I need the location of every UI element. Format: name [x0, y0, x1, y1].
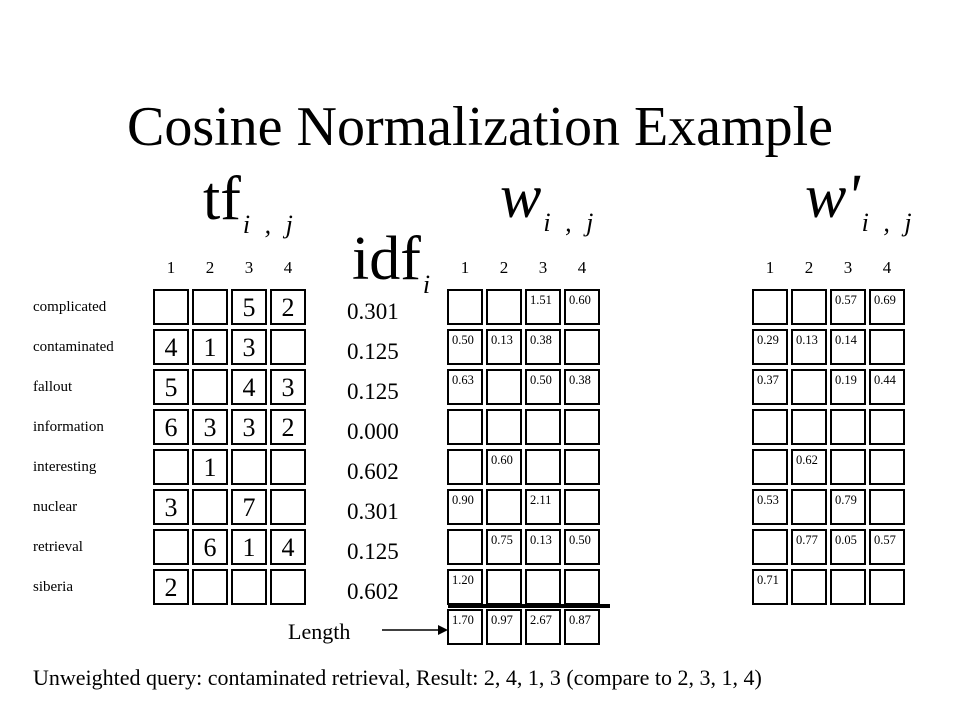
w-cell — [525, 449, 561, 485]
w-norm-cell — [830, 569, 866, 605]
length-cell: 0.87 — [564, 609, 600, 645]
tf-cell — [153, 529, 189, 565]
tf-cell — [192, 289, 228, 325]
tf-cell — [192, 489, 228, 525]
w-cell: 0.50 — [447, 329, 483, 365]
w-norm-cell — [752, 529, 788, 565]
w-cell: 2.11 — [525, 489, 561, 525]
w-col-number: 1 — [460, 258, 470, 277]
w-cell: 0.38 — [525, 329, 561, 365]
w-cell: 0.75 — [486, 529, 522, 565]
w-norm-cell: 0.79 — [830, 489, 866, 525]
w-cell — [447, 289, 483, 325]
w-norm-cell — [752, 449, 788, 485]
footer-note: Unweighted query: contaminated retrieval, Result: 2, 4, 1, 3 (compare to 2, 3, 1, 4) — [33, 665, 762, 690]
term-label: siberia — [33, 579, 73, 595]
w-cell: 0.50 — [564, 529, 600, 565]
tf-cell: 1 — [192, 329, 228, 365]
length-label: Length — [288, 619, 351, 644]
w-norm-cell: 0.53 — [752, 489, 788, 525]
w-cell — [564, 569, 600, 605]
tf-cell — [231, 569, 267, 605]
w-cell — [564, 329, 600, 365]
term-label: interesting — [33, 459, 97, 475]
w-norm-cell: 0.57 — [830, 289, 866, 325]
tf-cell — [270, 449, 306, 485]
w-norm-cell — [791, 289, 827, 325]
term-label: information — [33, 419, 104, 435]
tf-cell — [231, 449, 267, 485]
tf-cell — [153, 289, 189, 325]
tf-cell: 7 — [231, 489, 267, 525]
wnorm-col-number: 3 — [843, 258, 853, 277]
wnorm-col-number: 2 — [804, 258, 814, 277]
idf-value: 0.000 — [347, 419, 399, 444]
term-label: nuclear — [33, 499, 78, 515]
term-label: retrieval — [33, 539, 83, 555]
tf-cell — [270, 569, 306, 605]
term-label: complicated — [33, 299, 107, 315]
w-norm-cell: 0.29 — [752, 329, 788, 365]
w-cell — [447, 529, 483, 565]
term-label: contaminated — [33, 339, 114, 355]
w-cell: 1.51 — [525, 289, 561, 325]
tf-cell: 2 — [270, 289, 306, 325]
tf-cell: 5 — [153, 369, 189, 405]
w-cell — [486, 489, 522, 525]
w-norm-cell — [869, 449, 905, 485]
length-cell: 1.70 — [447, 609, 483, 645]
slide-title: Cosine Normalization Example — [126, 96, 834, 158]
wnorm-col-number: 1 — [765, 258, 775, 277]
w-norm-cell: 0.19 — [830, 369, 866, 405]
w-cell: 0.13 — [525, 529, 561, 565]
idf-symbol: idf$_i$ — [352, 225, 435, 299]
tf-cell: 3 — [192, 409, 228, 445]
idf-value: 0.125 — [347, 379, 399, 404]
w-norm-cell — [752, 409, 788, 445]
w-norm-cell — [791, 489, 827, 525]
tf-col-number: 4 — [283, 258, 293, 277]
idf-value: 0.301 — [347, 299, 399, 324]
tf-cell: 6 — [192, 529, 228, 565]
idf-value: 0.301 — [347, 499, 399, 524]
w-norm-cell: 0.62 — [791, 449, 827, 485]
tf-cell: 3 — [231, 409, 267, 445]
w-cell — [564, 409, 600, 445]
w-norm-cell — [869, 489, 905, 525]
tf-cell: 6 — [153, 409, 189, 445]
tf-cell: 4 — [270, 529, 306, 565]
w-cell: 0.90 — [447, 489, 483, 525]
length-arrow-icon — [382, 620, 448, 640]
w-cell — [525, 409, 561, 445]
w-cell — [564, 489, 600, 525]
w-norm-cell: 0.57 — [869, 529, 905, 565]
idf-value: 0.602 — [347, 579, 399, 604]
w-norm-cell — [869, 409, 905, 445]
w-cell — [447, 449, 483, 485]
w-cell — [486, 369, 522, 405]
w-norm-cell: 0.13 — [791, 329, 827, 365]
w-cell: 0.13 — [486, 329, 522, 365]
w-cell: 0.38 — [564, 369, 600, 405]
w-cell: 0.60 — [486, 449, 522, 485]
w-col-number: 4 — [577, 258, 587, 277]
tf-cell: 4 — [231, 369, 267, 405]
tf-cell: 3 — [153, 489, 189, 525]
tf-cell: 5 — [231, 289, 267, 325]
w-norm-cell — [791, 369, 827, 405]
tf-col-number: 2 — [205, 258, 215, 277]
w-norm-cell: 0.71 — [752, 569, 788, 605]
tf-cell — [153, 449, 189, 485]
w-cell — [486, 289, 522, 325]
idf-value: 0.125 — [347, 539, 399, 564]
w-norm-cell: 0.77 — [791, 529, 827, 565]
w-norm-cell — [869, 329, 905, 365]
w-cell — [447, 409, 483, 445]
w-norm-cell: 0.37 — [752, 369, 788, 405]
w-prime-symbol: $w'_{i , j}$ — [805, 163, 916, 237]
w-cell — [486, 569, 522, 605]
tf-col-number: 3 — [244, 258, 254, 277]
w-cell: 0.50 — [525, 369, 561, 405]
w-cell: 1.20 — [447, 569, 483, 605]
w-cell — [486, 409, 522, 445]
tf-symbol: $tf_{i , j}$ — [203, 165, 297, 239]
w-norm-cell — [752, 289, 788, 325]
tf-cell — [192, 369, 228, 405]
tf-cell: 4 — [153, 329, 189, 365]
length-cell: 0.97 — [486, 609, 522, 645]
w-norm-cell — [791, 569, 827, 605]
wnorm-col-number: 4 — [882, 258, 892, 277]
w-symbol: $w_{i , j}$ — [500, 163, 598, 237]
tf-cell — [270, 489, 306, 525]
tf-cell: 2 — [153, 569, 189, 605]
w-norm-cell — [830, 449, 866, 485]
w-col-number: 2 — [499, 258, 509, 277]
tf-cell: 3 — [270, 369, 306, 405]
tf-cell: 2 — [270, 409, 306, 445]
idf-value: 0.602 — [347, 459, 399, 484]
w-norm-cell — [830, 409, 866, 445]
w-norm-cell: 0.14 — [830, 329, 866, 365]
length-cell: 2.67 — [525, 609, 561, 645]
w-cell: 0.60 — [564, 289, 600, 325]
tf-cell: 1 — [231, 529, 267, 565]
term-label: fallout — [33, 379, 73, 395]
w-norm-cell: 0.05 — [830, 529, 866, 565]
tf-col-number: 1 — [166, 258, 176, 277]
w-cell: 0.63 — [447, 369, 483, 405]
w-cell — [564, 449, 600, 485]
length-separator-line — [448, 604, 610, 608]
w-cell — [525, 569, 561, 605]
w-norm-cell: 0.69 — [869, 289, 905, 325]
w-norm-cell — [869, 569, 905, 605]
w-norm-cell — [791, 409, 827, 445]
w-norm-cell: 0.44 — [869, 369, 905, 405]
tf-cell: 3 — [231, 329, 267, 365]
tf-cell: 1 — [192, 449, 228, 485]
w-col-number: 3 — [538, 258, 548, 277]
idf-value: 0.125 — [347, 339, 399, 364]
tf-cell — [192, 569, 228, 605]
tf-cell — [270, 329, 306, 365]
